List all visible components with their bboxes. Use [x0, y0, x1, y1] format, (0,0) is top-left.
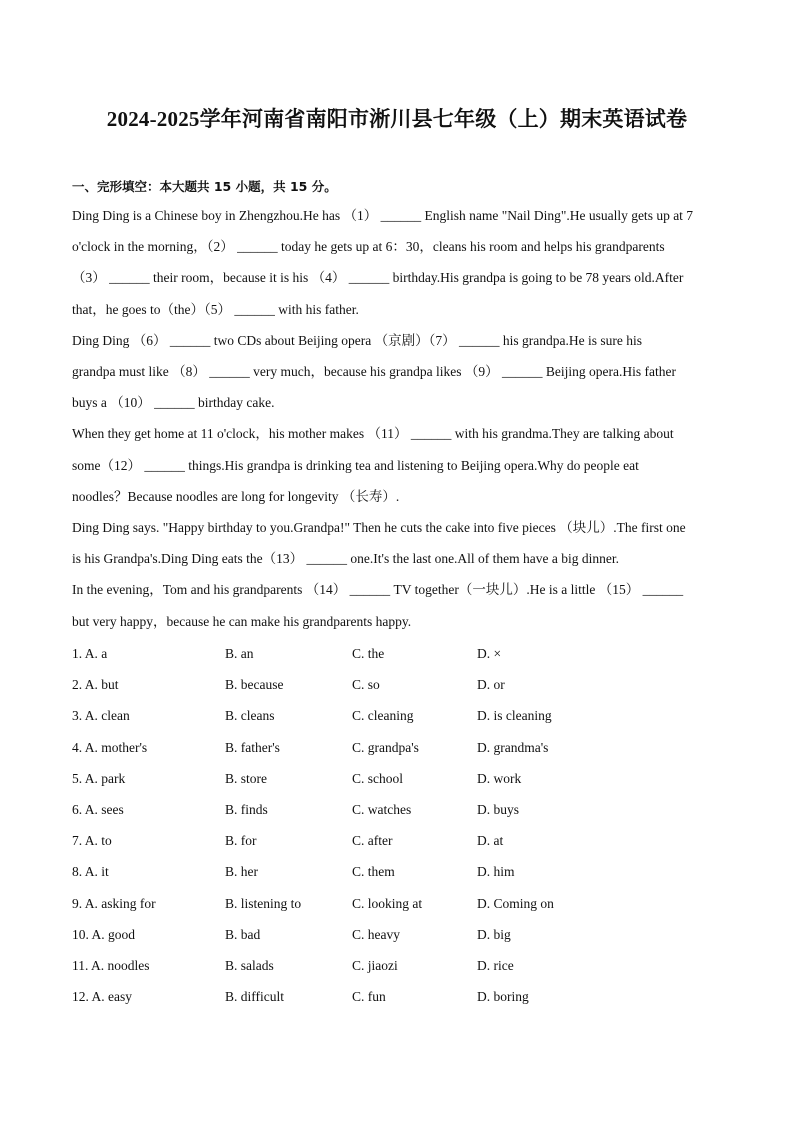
passage-line: Ding Ding is a Chinese boy in Zhengzhou.He has （1） ______ English name "Nail Ding".He usually gets up at 7: [72, 208, 694, 223]
option-a: 8. A. it: [72, 864, 109, 880]
passage-line: some（12） ______ things.His grandpa is drinking tea and listening to Beijing opera.Why do people eat: [72, 457, 639, 473]
option-row: [72, 794, 722, 825]
option-c: C. cleaning: [352, 708, 414, 724]
option-row: [72, 950, 722, 981]
passage-line: In the evening，Tom and his grandparents （14） ______ TV together（一块儿）.He is a little （15） ______: [72, 582, 684, 598]
option-a: 2. A. but: [72, 677, 119, 693]
option-b: B. because: [225, 677, 284, 693]
option-b: B. her: [225, 864, 258, 880]
passage-line: o'clock in the morning，（2） ______ today he gets up at 6：30，cleans his room and helps his grandparents: [72, 239, 665, 255]
passage-line: Ding Ding （6） ______ two CDs about Beijing opera （京剧）（7） ______ his grandpa.He is sure his: [72, 332, 642, 348]
exam-title: 2024-2025学年河南省南阳市淅川县七年级（上）期末英语试卷: [106, 107, 688, 131]
passage-line: but very happy，because he can make his grandparents happy.: [72, 613, 412, 629]
option-c: C. school: [352, 770, 404, 786]
option-c: C. watches: [352, 801, 412, 817]
option-d: D. Coming on: [477, 895, 554, 911]
option-a: 11. A. noodles: [72, 957, 150, 973]
passage-line: noodles？Because noodles are long for longevity （长寿）.: [72, 488, 400, 504]
passage-line: Ding Ding says. "Happy birthday to you.Grandpa!" Then he cuts the cake into five pieces （块儿）.The first one: [72, 520, 686, 536]
option-b: B. an: [225, 646, 254, 661]
option-d: D. is cleaning: [477, 708, 552, 724]
option-row: [72, 669, 722, 700]
passage-line: that，he goes to（the）（5） ______ with his father.: [72, 301, 359, 317]
option-d: D. big: [477, 926, 511, 942]
passage-line: When they get home at 11 o'clock，his mother makes （11） ______ with his grandma.They are talking about: [72, 426, 674, 442]
option-a: 1. A. a: [72, 646, 108, 661]
section-heading: 一、完形填空：本大题共 15 小题，共 15 分。: [72, 179, 337, 194]
option-c: C. grandpa's: [352, 739, 419, 755]
option-b: B. for: [225, 833, 257, 849]
option-row: [72, 919, 722, 950]
option-c: C. them: [352, 864, 395, 880]
option-d: D. at: [477, 833, 504, 849]
option-c: C. jiaozi: [352, 957, 398, 973]
option-b: B. finds: [225, 801, 268, 817]
passage-line: is his Grandpa's.Ding Ding eats the（13） ______ one.It's the last one.All of them have a big dinner.: [72, 551, 620, 567]
option-c: C. so: [352, 677, 380, 693]
option-d: D. boring: [477, 989, 529, 1005]
option-row: [72, 638, 722, 669]
option-a: 3. A. clean: [72, 708, 130, 724]
option-c: C. heavy: [352, 926, 400, 942]
option-b: B. difficult: [225, 989, 284, 1005]
option-d: D. ×: [477, 646, 502, 661]
option-a: 10. A. good: [72, 926, 136, 942]
passage-line: grandpa must like （8） ______ very much，because his grandpa likes （9） ______ Beijing opera.His father: [72, 364, 676, 380]
option-c: C. looking at: [352, 895, 423, 911]
option-a: 6. A. sees: [72, 801, 124, 817]
option-a: 12. A. easy: [72, 989, 132, 1005]
option-d: D. rice: [477, 957, 514, 973]
option-b: B. cleans: [225, 708, 275, 724]
option-a: 4. A. mother's: [72, 739, 148, 755]
passage-line: （3） ______ their room，because it is his （4） ______ birthday.His grandpa is going to be 78 years old.After: [72, 270, 684, 286]
option-a: 5. A. park: [72, 770, 126, 786]
option-c: C. the: [352, 646, 385, 661]
option-d: D. him: [477, 864, 515, 880]
option-d: D. work: [477, 770, 522, 786]
cloze-passage: [72, 200, 720, 637]
option-row: [72, 981, 722, 1012]
option-b: B. bad: [225, 926, 261, 942]
option-row: [72, 825, 722, 856]
option-d: D. grandma's: [477, 739, 549, 755]
option-row: [72, 763, 722, 794]
option-row: [72, 700, 722, 731]
option-b: B. salads: [225, 957, 274, 973]
option-a: 7. A. to: [72, 833, 112, 849]
option-b: B. store: [225, 770, 267, 786]
option-d: D. buys: [477, 801, 520, 817]
answer-options: [72, 638, 722, 1012]
option-row: [72, 888, 722, 919]
option-row: [72, 856, 722, 887]
option-b: B. father's: [225, 739, 280, 755]
option-a: 9. A. asking for: [72, 895, 156, 911]
option-b: B. listening to: [225, 895, 302, 911]
option-c: C. fun: [352, 989, 386, 1005]
option-d: D. or: [477, 677, 505, 693]
passage-line: buys a （10） ______ birthday cake.: [72, 395, 275, 411]
option-c: C. after: [352, 833, 393, 849]
option-row: [72, 732, 722, 763]
